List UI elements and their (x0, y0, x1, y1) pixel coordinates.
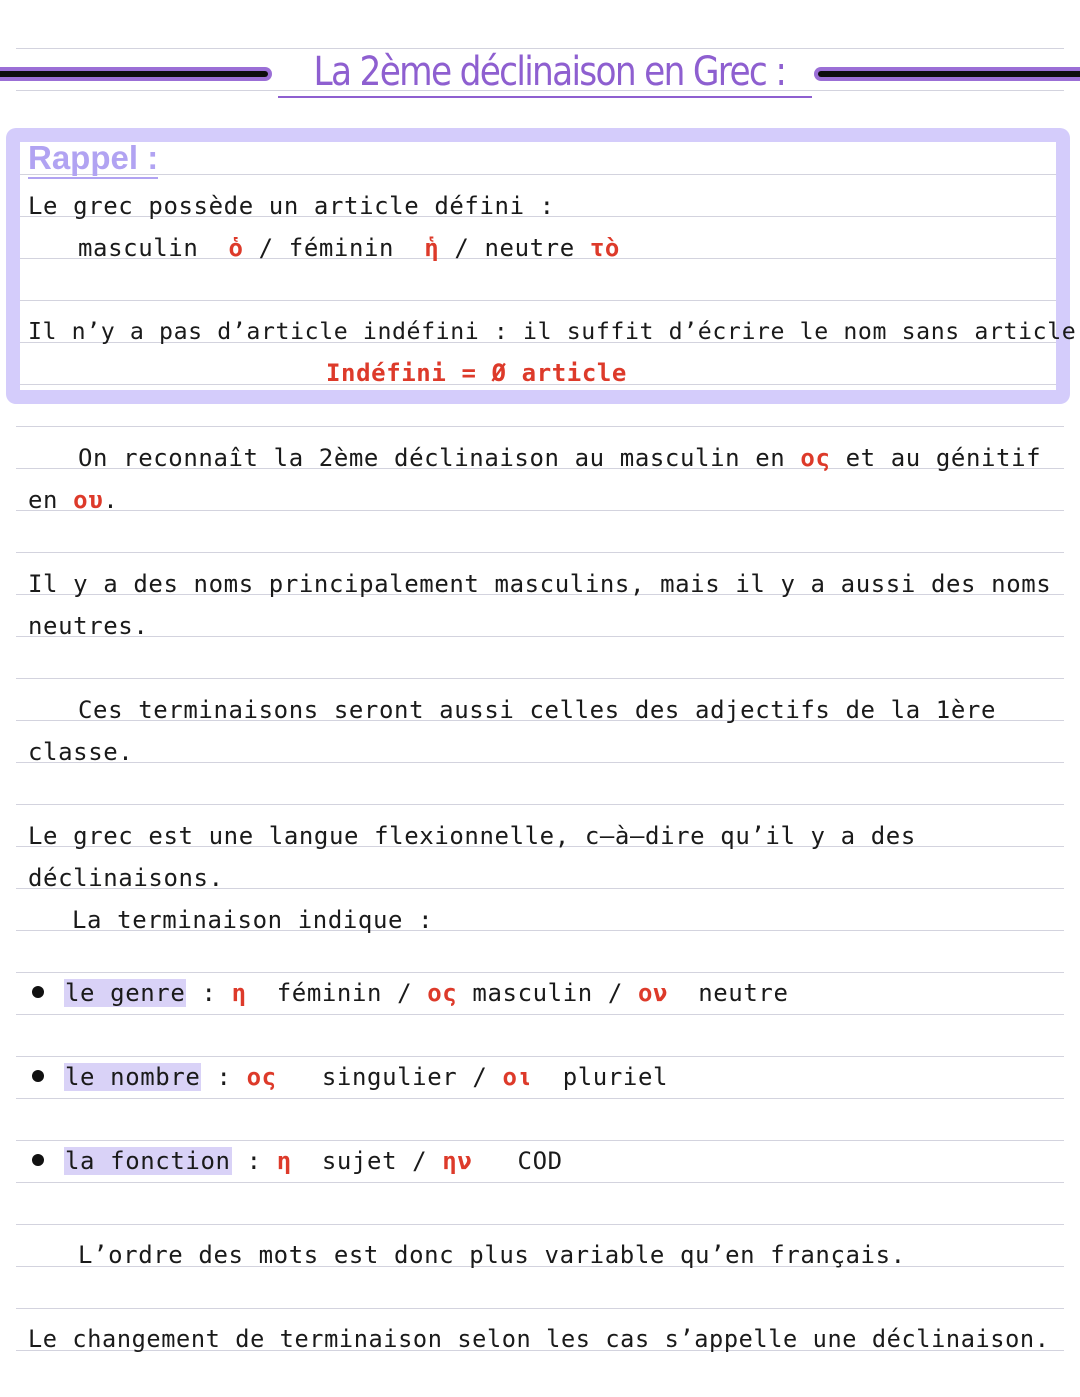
p1-text: en (28, 486, 59, 514)
ending-meaning: COD (517, 1147, 563, 1175)
greek-ou: ου (73, 486, 104, 514)
bullet-icon (32, 1154, 44, 1166)
ending-meaning: féminin (276, 979, 383, 1007)
p4-line3: La terminaison indique : (72, 906, 434, 934)
article-masc: ὁ (228, 234, 244, 262)
rappel-emphasis: Indéfini = Ø article (326, 359, 627, 387)
p4-line2: déclinaisons. (28, 864, 224, 892)
bullet-label: le nombre (65, 1063, 201, 1091)
article-neut: τὸ (589, 234, 620, 262)
greek-ending: ην (442, 1147, 473, 1175)
bullet-icon (32, 986, 44, 998)
ending-meaning: sujet (321, 1147, 398, 1175)
article-label-masc: masculin (78, 234, 199, 262)
p1-line1 (78, 443, 1041, 473)
ending-meaning: masculin (472, 979, 593, 1007)
greek-ending: ος (427, 979, 458, 1007)
bullet-nombre: le nombre : ος singulier / οι pluriel (32, 1062, 668, 1092)
rappel-line3: Il n’y a pas d’article indéfini : il suffit d’écrire le nom sans article (28, 318, 1077, 345)
p2-line2: neutres. (28, 612, 149, 640)
p4-line1: Le grec est une langue flexionnelle, c–à–dire qu’il y a des (28, 822, 916, 850)
title-banner (0, 46, 1080, 102)
article-fem: ἡ (424, 234, 440, 262)
bullet-label: la fonction (65, 1147, 231, 1175)
rappel-heading: Rappel : (28, 139, 158, 179)
greek-ending: η (231, 979, 247, 1007)
page-title: La 2ème déclinaison en Grec : (313, 49, 786, 95)
separator: / (454, 234, 470, 262)
greek-os: ος (800, 444, 831, 472)
rappel-line1: Le grec possède un article défini : (28, 192, 555, 220)
ending-meaning: neutre (698, 979, 789, 1007)
p1-line2 (28, 485, 118, 515)
ending-meaning: pluriel (562, 1063, 669, 1091)
rappel-articles (78, 233, 620, 263)
title-bar-left (0, 67, 272, 81)
greek-ending: ον (637, 979, 669, 1007)
p3-line2: classe. (28, 738, 134, 766)
article-label-neut: neutre (484, 234, 575, 262)
bullet-fonction: la fonction : η sujet / ην COD (32, 1146, 563, 1176)
greek-ending: η (276, 1147, 292, 1175)
title-bar-right (814, 67, 1080, 81)
period: . (103, 486, 119, 514)
article-label-fem: féminin (288, 234, 395, 262)
bullet-genre: le genre : η féminin / ος masculin / ον neutre (32, 978, 789, 1008)
closing-line1: L’ordre des mots est donc plus variable qu’en français. (78, 1241, 906, 1269)
p1-text: On reconnaît la 2ème déclinaison au masculin en (78, 444, 786, 472)
p2-line1: Il y a des noms principalement masculins, mais il y a aussi des noms (28, 570, 1052, 598)
closing-line2: Le changement de terminaison selon les cas s’appelle une déclinaison. (28, 1325, 1050, 1353)
separator: / (258, 234, 274, 262)
greek-ending: ος (246, 1063, 277, 1091)
ending-meaning: singulier (321, 1063, 458, 1091)
p1-text: et au génitif (845, 444, 1042, 472)
bullet-label: le genre (65, 979, 186, 1007)
bullet-icon (32, 1070, 44, 1082)
greek-ending: οι (502, 1063, 533, 1091)
title-underline (278, 96, 812, 98)
p3-line1: Ces terminaisons seront aussi celles des adjectifs de la 1ère (78, 696, 997, 724)
